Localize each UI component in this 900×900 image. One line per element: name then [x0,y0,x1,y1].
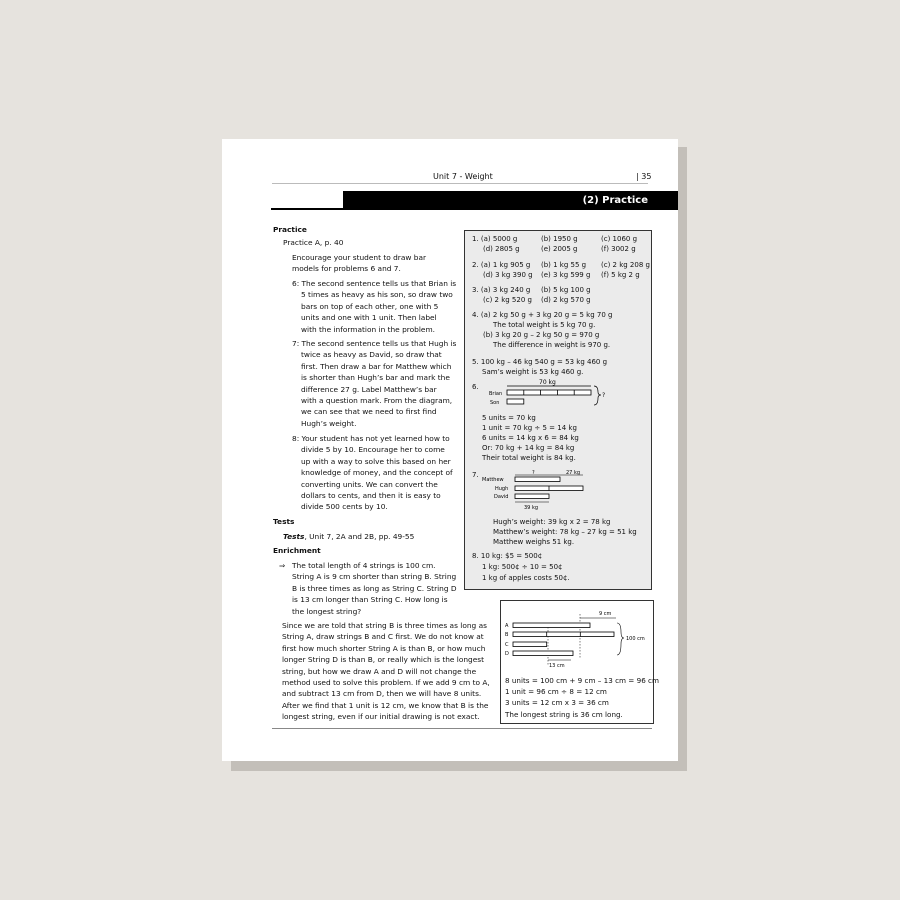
answer-2d: (d) 3 kg 390 g [483,271,533,279]
son-bar [507,399,524,404]
tests-heading: Tests [273,517,295,526]
david-weight-label: 39 kg [524,505,539,511]
difference-label: 27 kg [566,470,581,476]
note-7: 7: The second sentence tells us that Hugh is twice as heavy as David, so draw that first. Then draw a bar for Matthew which is shorter than Hugh’s bar and mark the difference 27 g. Label Matthew’s bar with a question mark. From the diagram, we can see that we need to first find Hugh’s weight. [292,339,457,428]
answer-3d: (d) 2 kg 570 g [541,296,591,304]
answer-2a: 2. (a) 1 kg 905 g [472,261,531,269]
string-c-bar [513,642,547,647]
total-unknown-label: ? [602,392,606,399]
answer-7-working: Hugh’s weight: 39 kg x 2 = 78 kg Matthew’s weight: 78 kg – 27 kg = 51 kg Matthew weighs 51 kg. [493,518,637,546]
david-label: David [494,494,509,500]
enrichment-heading: Enrichment [273,546,321,555]
answer-2e: (e) 3 kg 599 g [541,271,591,279]
son-label: Son [490,400,500,406]
strings-bar-model [503,606,653,670]
david-bar [515,494,549,499]
arrow-icon: ⇒ [279,561,286,570]
string-a-bar [513,623,590,628]
answer-3b: (b) 5 kg 100 g [541,286,591,294]
string-d-bar [513,651,573,656]
matthew-hugh-david-bar-model [481,467,591,513]
header-rule [272,183,648,184]
string-a-label: A [505,623,509,629]
enrichment-answer-box [500,600,660,724]
answer-2f: (f) 5 kg 2 g [601,271,640,279]
brian-bar [507,390,591,395]
answer-1b: (b) 1950 g [541,235,578,243]
answer-1e: (e) 2005 g [541,245,578,253]
enrichment-problem: The total length of 4 strings is 100 cm. String A is 9 cm shorter than string B. String B is three times as long as String C. String D is 13 cm longer than String C. How long is the longest string? [292,561,457,616]
answer-1a: 1. (a) 5000 g [472,235,518,243]
answer-6-working: 5 units = 70 kg 1 unit = 70 kg ÷ 5 = 14 kg 6 units = 14 kg x 6 = 84 kg Or: 70 kg + 14 kg = 84 kg Their total weight is 84 kg. [482,414,579,462]
nine-cm-label: 9 cm [599,611,612,617]
matthew-bar [515,477,560,482]
answer-4a-result: The total weight is 5 kg 70 g. [493,321,596,329]
brian-son-bar-model [483,377,613,411]
bar-total-label: 70 kg [539,379,556,386]
note-6: 6: The second sentence tells us that Brian is 5 times as heavy as his son, so draw two bars on top of each other, one with 5 units and one with 1 unit. Then label with the information in the problem. [292,279,457,334]
answer-1f: (f) 3002 g [601,245,636,253]
note-8: 8: Your student has not yet learned how to divide 5 by 10. Encourage her to come up with a way to solve this based on her knowledge of money, and the concept of converting units. We can convert the dollars to cents, and then it is easy to divide 500 cents by 10. [292,434,453,512]
matthew-label: Matthew [482,477,504,483]
answer-7-number: 7. [472,471,479,479]
answer-4a: 4. (a) 2 kg 50 g + 3 kg 20 g = 5 kg 70 g [472,311,613,319]
page-number: | 35 [636,172,652,181]
answer-1c: (c) 1060 g [601,235,638,243]
answer-3a: 3. (a) 3 kg 240 g [472,286,531,294]
answer-key-box [464,230,652,590]
enrichment-explanation: Since we are told that string B is three times as long as String A, draw strings B and C first. We do not know at first how much shorter String A is than B, or how much longer String D is than B, or really which is the longest string, but how we draw A and D will not change the method used to solve this problem. If we add 9 cm to A, and subtract 13 cm from D, then we will have 8 units. After we find that 1 unit is 12 cm, we know that B is the longest string, even if our initial drawing is not exact. [282,621,490,722]
brace-icon [617,623,624,655]
brace-icon [594,386,601,405]
practice-heading: Practice [273,225,307,234]
footer-rule [272,728,652,729]
enrichment-working: 8 units = 100 cm + 9 cm – 13 cm = 96 cm 1 unit = 96 cm ÷ 8 = 12 cm 3 units = 12 cm x 3 = 36 cm The longest string is 36 cm long. [505,676,660,719]
thirteen-cm-label: 13 cm [549,663,565,669]
practice-ref: Practice A, p. 40 [283,238,344,247]
answer-4b: (b) 3 kg 20 g – 2 kg 50 g = 970 g [483,331,600,339]
answer-6-number: 6. [472,383,479,391]
matthew-unknown-label: ? [532,470,535,476]
unit-title: Unit 7 - Weight [433,172,493,181]
workbook-page [222,139,678,761]
answer-8: 8. 10 kg: $5 = 500¢ [472,552,543,560]
intro-text: Encourage your student to draw bar models for problems 6 and 7. [292,253,427,274]
answer-8-result: 1 kg of apples costs 50¢. [482,574,570,582]
section-banner: (2) Practice [343,191,678,210]
string-b-bar [513,632,614,637]
answer-8-step: 1 kg: 500¢ ÷ 10 = 50¢ [482,563,563,571]
answer-2c: (c) 2 kg 208 g [601,261,650,269]
answer-5: 5. 100 kg – 46 kg 540 g = 53 kg 460 g [472,358,608,366]
tests-ref: Tests, Unit 7, 2A and 2B, pp. 49-55 [283,532,415,541]
answer-3c: (c) 2 kg 520 g [483,296,532,304]
hundred-cm-label: 100 cm [626,636,645,642]
string-c-label: C [505,642,509,648]
answer-2b: (b) 1 kg 55 g [541,261,587,269]
brian-label: Brian [489,391,503,397]
string-b-label: B [505,632,509,638]
answer-1d: (d) 2805 g [483,245,520,253]
hugh-label: Hugh [495,486,509,492]
string-d-label: D [505,651,509,657]
answer-4b-result: The difference in weight is 970 g. [493,341,611,349]
answer-5-result: Sam’s weight is 53 kg 460 g. [482,368,584,376]
